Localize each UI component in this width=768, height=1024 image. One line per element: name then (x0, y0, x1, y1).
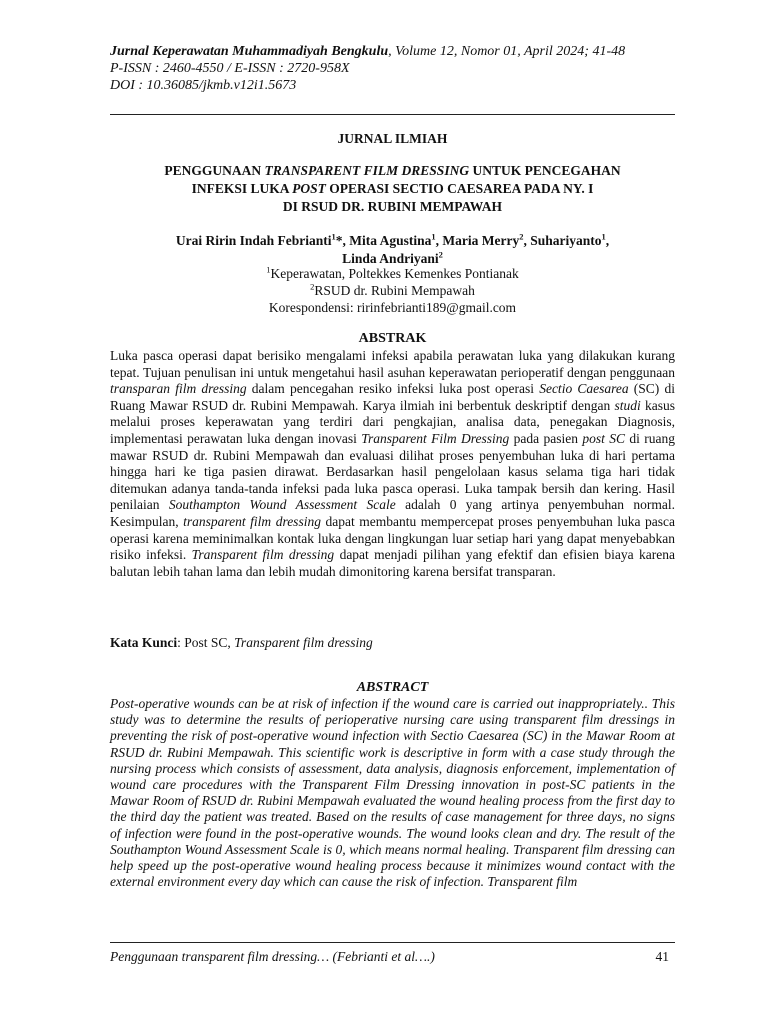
author-name: Maria Merry (442, 233, 520, 248)
abstrak-text: dapat membantu mempercepat proses penyembuhan luka pasca operasi karena meminimalkan kontak luka dengan lingkungan luar setiap hari yang dapat menyebabkan risiko infeksi. (110, 513, 675, 563)
title-line-1 (110, 162, 675, 180)
abstrak-text: (SC) di Ruang Mawar RSUD dr. Rubini Mempawah. Karya ilmiah ini berbentuk deskriptif dengan (110, 381, 675, 413)
running-title: Penggunaan transparent film dressing… (Febrianti et al….) (110, 949, 435, 964)
author-name: Suhariyanto (530, 233, 602, 248)
doi-line: DOI : 10.36085/jkmb.v12i1.5673 (110, 78, 297, 93)
author-affiliation-mark: 1 (431, 231, 436, 242)
affiliations (110, 265, 675, 316)
abstrak-text: di ruang mawar RSUD dr. Rubini Mempawah dan evaluasi dilihat proses penyembuhan luka di hari pertama hingga hari ke tiga pasien dirawat. Berdasarkan hasil pengelolaan kasus selama tiga hari tidak ditemukan adanya tanda-tanda infeksi pada luka pasca operasi. Luka tampak bersih dan kering. Hasil penilaian (110, 430, 676, 513)
footer-divider (110, 942, 675, 943)
author-separator: , (523, 233, 531, 248)
title-line-3: DI RSUD DR. RUBINI MEMPAWAH (282, 199, 503, 214)
abstrak-emphasis: Transparent film dressing (191, 547, 335, 563)
abstrak-emphasis: Transparent Film Dressing (361, 430, 510, 446)
title-text: PENGGUNAAN (164, 163, 265, 178)
affiliation-text: Keperawatan, Poltekkes Kemenkes Pontianak (270, 266, 519, 281)
title-emphasis: TRANSPARENT FILM DRESSING (264, 163, 470, 178)
affiliation-text: RSUD dr. Rubini Mempawah (314, 283, 475, 298)
journal-issue: , Volume 12, Nomor 01, April 2024; 41-48 (388, 44, 626, 59)
abstrak-emphasis: transparent film dressing (183, 513, 321, 529)
abstract-body: Post-operative wounds can be at risk of infection if the wound care is carried out inappropriately.. This study was to determine the results of perioperative nursing care using transparent film dressings in preventing the risk of post-operative wound infection with Sectio Caesarea (SC) in the Mawar Room at RSUD dr. Rubini Mempawah. This scientific work is descriptive in form with a case study through the nursing process which consists of assessment, data analysis, diagnosis enforcement, implementation of wound care procedures with the Transparent Film Dressing innovation in post-SC patients in the Mawar Room of RSUD dr. Rubini Mempawah evaluated the wound healing process from the first day to the third day the patient was treated. Based on the results of case management for three days, no signs of infection were found in the post-operative wounds. The wound looks clean and dry. The result of the Southampton Wound Assessment Scale is 0, which means normal healing. Transparent film dressing can help speed up the post-operative wound healing process because it minimizes wound contact with the external environment every day which can cause the risk of infection. Transparent film (110, 696, 675, 890)
corresponding-mark: * (335, 233, 343, 248)
abstract-heading: ABSTRACT (356, 680, 429, 695)
journal-name: Jurnal Keperawatan Muhammadiyah Bengkulu (110, 44, 389, 59)
article-title (110, 162, 675, 216)
page-footer (110, 949, 675, 965)
author-line-1 (110, 232, 675, 250)
author-affiliation-mark: 2 (519, 231, 524, 242)
header-divider (110, 114, 675, 115)
issn-line: P-ISSN : 2460-4550 / E-ISSN : 2720-958X (110, 61, 350, 76)
abstrak-emphasis: studi (614, 397, 641, 413)
keywords-emphasis: Transparent film dressing (234, 635, 373, 650)
abstrak-text: adalah 0 yang artinya penyembuhan normal. Kesimpulan, (110, 497, 675, 529)
abstrak-emphasis: Sectio Caesarea (539, 381, 629, 397)
abstrak-text: kasus melalui proses keperawatan yang terdiri dari pengkajian, analisa data, penegakan Diagnosis, implementasi perawatan luka dengan inovasi (110, 397, 676, 446)
title-text: UNTUK PENCEGAHAN (469, 163, 621, 178)
abstrak-text: Luka pasca operasi dapat berisiko mengalami infeksi apabila perawatan luka yang dilakukan kurang tepat. Tujuan penulisan ini untuk mengetahui hasil asuhan keperawatan perioperatif dengan penggunaan (110, 348, 675, 380)
abstrak-heading: ABSTRAK (358, 331, 427, 346)
abstrak-text: pada pasien (509, 430, 583, 446)
keywords-label: Kata Kunci (110, 635, 178, 650)
correspondence-label: Korespondensi: (268, 300, 358, 315)
author-separator: , (605, 233, 610, 248)
article-type-label: JURNAL ILMIAH (337, 131, 448, 146)
keywords (110, 635, 675, 651)
abstrak-emphasis: post SC (582, 430, 626, 446)
journal-header (110, 43, 680, 94)
author-name: Urai Ririn Indah Febrianti (175, 233, 332, 248)
correspondence-email[interactable]: ririnfebrianti189@gmail.com (357, 300, 517, 315)
author-separator: , (435, 233, 443, 248)
author-affiliation-mark: 2 (438, 249, 443, 260)
author-list (110, 232, 675, 268)
title-text: INFEKSI LUKA (191, 181, 293, 196)
author-name: Linda Andriyani (342, 251, 439, 266)
journal-citation-line (110, 43, 680, 60)
affiliation-mark: 2 (310, 281, 315, 292)
abstrak-text: dalam pencegahan resiko infeksi luka post operasi (246, 381, 540, 397)
title-text: OPERASI SECTIO CAESAREA PADA NY. I (325, 181, 594, 196)
affiliation-2 (110, 282, 675, 299)
correspondence (110, 299, 675, 316)
abstrak-body (110, 348, 675, 580)
keywords-text: : Post SC, (177, 635, 235, 650)
title-emphasis: POST (292, 181, 326, 196)
affiliation-mark: 1 (266, 264, 271, 275)
title-line-2 (110, 180, 675, 198)
affiliation-1 (110, 265, 675, 282)
author-affiliation-mark: 1 (331, 231, 336, 242)
abstrak-emphasis: Southampton Wound Assessment Scale (168, 497, 396, 513)
author-separator: , (342, 233, 350, 248)
abstrak-text: dapat menjadi pilihan yang efektif dan efisien biaya karena balutan lebih tahan lama dan lebih mudah dimonitoring karena bersifat transparan. (110, 547, 675, 579)
page-number: 41 (655, 949, 669, 964)
author-affiliation-mark: 1 (601, 231, 606, 242)
abstrak-emphasis: transparan film dressing (110, 381, 247, 397)
author-name: Mita Agustina (349, 233, 432, 248)
